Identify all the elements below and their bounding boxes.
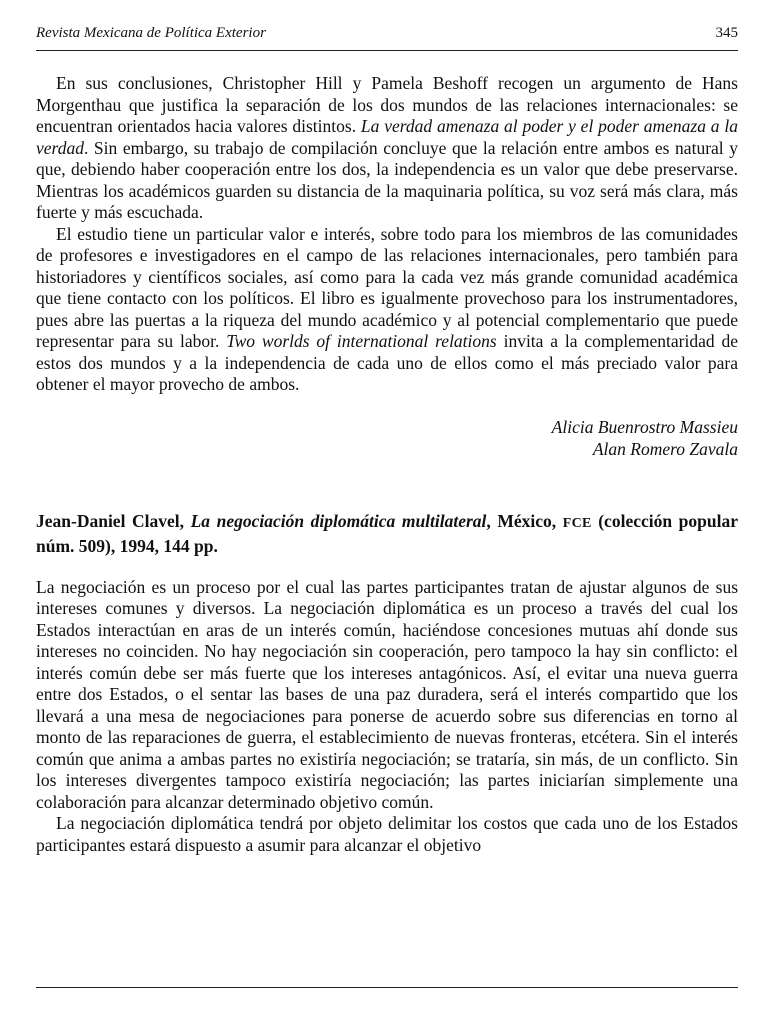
paragraph-text: invita a la complementaridad de estos dos mundos y a la independencia de cada uno de ellos como el más preciado valor para obtener el mayor provecho de ambos. [36, 331, 738, 394]
book-review-body [36, 577, 738, 857]
paragraph-text: El estudio tiene un particular valor e interés, sobre todo para los miembros de las comunidades de profesores e investigadores en el campo de las relaciones internacionales, pero también para historiadores y científicos sociales, así como para la cada vez más grande comunidad académica que tiene contacto con los políticos. El libro es igualmente provechoso para los instrumentadores, pues abre las puertas a la riqueza del mundo académico y al potencial complementario que puede representar para su labor. [36, 223, 738, 351]
paragraph: La negociación es un proceso por el cual las partes participantes tratan de ajustar algunos de sus intereses comunes y diversos. La negociación diplomática es un proceso a través del cual los Estados interactúan en aras de un interés común, haciéndose concesiones mutuas ahí donde sus intereses no coinciden. No hay negociación sin cooperación, pero tampoco la hay sin conflicto: el interés común debe ser más fuerte que los intereses antagónicos. Así, el evitar una nueva guerra entre dos Estados, o el sentar las bases de una paz duradera, será el interés compartido que los llevará a una mesa de negociaciones para ponerse de acuerdo sobre sus diferencias en torno al monto de las reparaciones de guerra, el establecimiento de nuevas fronteras, etcétera. Sin el interés común que anima a ambas partes no existiría negociación; se trataría, sin más, de un conflicto. Sin los intereses divergentes tampoco existiría negociación; las partes iniciarían simplemente una colaboración para alcanzar determinado objetivo común. [36, 576, 738, 812]
book-review-heading [36, 510, 738, 557]
author-name: Alicia Buenrostro Massieu [551, 416, 738, 437]
paragraph [36, 224, 738, 396]
header-rule [36, 50, 738, 51]
review-conclusion-section [36, 73, 738, 396]
document-page [36, 18, 738, 1008]
journal-title: Revista Mexicana de Política Exterior [36, 25, 266, 41]
author-name: Alan Romero Zavala [592, 438, 738, 459]
quote-italic: La verdad amenaza al poder y el poder amenaza a la verdad [36, 116, 738, 158]
paragraph [36, 73, 738, 224]
running-header [36, 18, 738, 48]
review-signature [36, 416, 738, 460]
heading-details: (colección popular núm. 509), 1994, 144 pp. [36, 510, 738, 556]
paragraph: La negociación diplomática tendrá por objeto delimitar los costos que cada uno de los Estados participantes estará dispuesto a asumir para alcanzar el objetivo [36, 813, 738, 855]
paragraph-text: . Sin embargo, su trabajo de compilación concluye que la relación entre ambos es natural y que, debiendo haber cooperación entre los dos, la independencia es un valor que debe preservarse. Mientras los académicos guarden su distancia de la maquinaria política, su voz será más clara, más fuerte y más escuchada. [36, 137, 738, 222]
paragraph-text: En sus conclusiones, Christopher Hill y Pamela Beshoff recogen un argumento de Hans Morgenthau que justifica la separación de los dos mundos de las relaciones internacionales: se encuentran orientados hacia valores distintos. [36, 73, 738, 136]
footer-rule [36, 987, 738, 988]
heading-author: Jean-Daniel Clavel, [36, 510, 191, 531]
book-title-italic: Two worlds of international relations [226, 331, 497, 351]
page-number: 345 [715, 25, 738, 41]
heading-place: , México, [486, 510, 563, 531]
heading-publisher: FCE [562, 515, 592, 531]
heading-book-title: La negociación diplomática multilateral [190, 510, 487, 531]
